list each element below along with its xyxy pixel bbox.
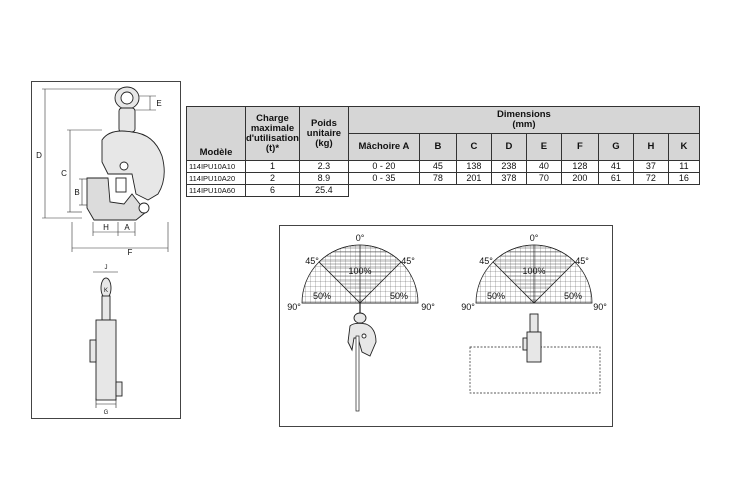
clamp-technical-drawing — [32, 82, 180, 418]
dim-label-d: D — [36, 151, 42, 160]
dim-label-k: K — [103, 288, 109, 294]
angle-label-left90: 90° — [461, 302, 475, 312]
angle-label-left45: 45° — [479, 256, 493, 266]
col-header: C — [456, 134, 491, 161]
angle-label-left45: 45° — [305, 256, 319, 266]
table-row: 114IPU10A10 1 2.3 0 - 20 45 138 238 40 128 41 37 11 — [187, 161, 700, 173]
angle-label-center: 100% — [522, 266, 546, 276]
angle-diagram-horizontal-load — [461, 233, 607, 393]
lifting-angle-panel — [279, 225, 613, 427]
dim-label-f: F — [127, 248, 133, 257]
header-model: Modèle — [187, 107, 246, 161]
col-header: D — [491, 134, 526, 161]
angle-label-right45: 45° — [575, 256, 589, 266]
specification-table — [186, 106, 700, 197]
angle-label-top: 0° — [355, 233, 365, 243]
dim-label-a: A — [124, 223, 130, 232]
dim-label-h: H — [103, 223, 109, 232]
col-header: Mâchoire A — [348, 134, 419, 161]
angle-diagram-vertical-load — [287, 233, 435, 411]
col-header: B — [419, 134, 456, 161]
angle-label-left50: 50% — [312, 291, 332, 301]
angle-label-center: 100% — [348, 266, 372, 276]
angle-label-left50: 50% — [486, 291, 506, 301]
header-poids: Poids unitaire (kg) — [299, 107, 348, 161]
dim-label-g: G — [103, 410, 109, 416]
col-header: F — [561, 134, 598, 161]
angle-label-top: 0° — [529, 233, 539, 243]
dim-label-e: E — [156, 99, 162, 108]
angle-label-left90: 90° — [287, 302, 301, 312]
angle-label-right50: 50% — [563, 291, 583, 301]
header-dimensions: Dimensions (mm) — [348, 107, 699, 134]
angle-label-right50: 50% — [389, 291, 409, 301]
dim-label-c: C — [61, 169, 67, 178]
header-charge: Charge maximale d'utilisation (t)* — [246, 107, 300, 161]
dim-label-b: B — [74, 188, 80, 197]
col-header: K — [668, 134, 699, 161]
angle-label-right45: 45° — [401, 256, 415, 266]
clamp-drawing-panel — [31, 81, 181, 419]
table-row: 114IPU10A20 2 8.9 0 - 35 78 201 378 70 200 61 72 16 — [187, 173, 700, 185]
angle-label-right90: 90° — [593, 302, 607, 312]
col-header: H — [633, 134, 668, 161]
table-row: 114IPU10A60 6 25.4 — [187, 185, 700, 197]
angle-label-right90: 90° — [421, 302, 435, 312]
dim-label-j: J — [104, 265, 108, 271]
lifting-angle-diagrams — [280, 226, 612, 426]
col-header: G — [598, 134, 633, 161]
col-header: E — [526, 134, 561, 161]
